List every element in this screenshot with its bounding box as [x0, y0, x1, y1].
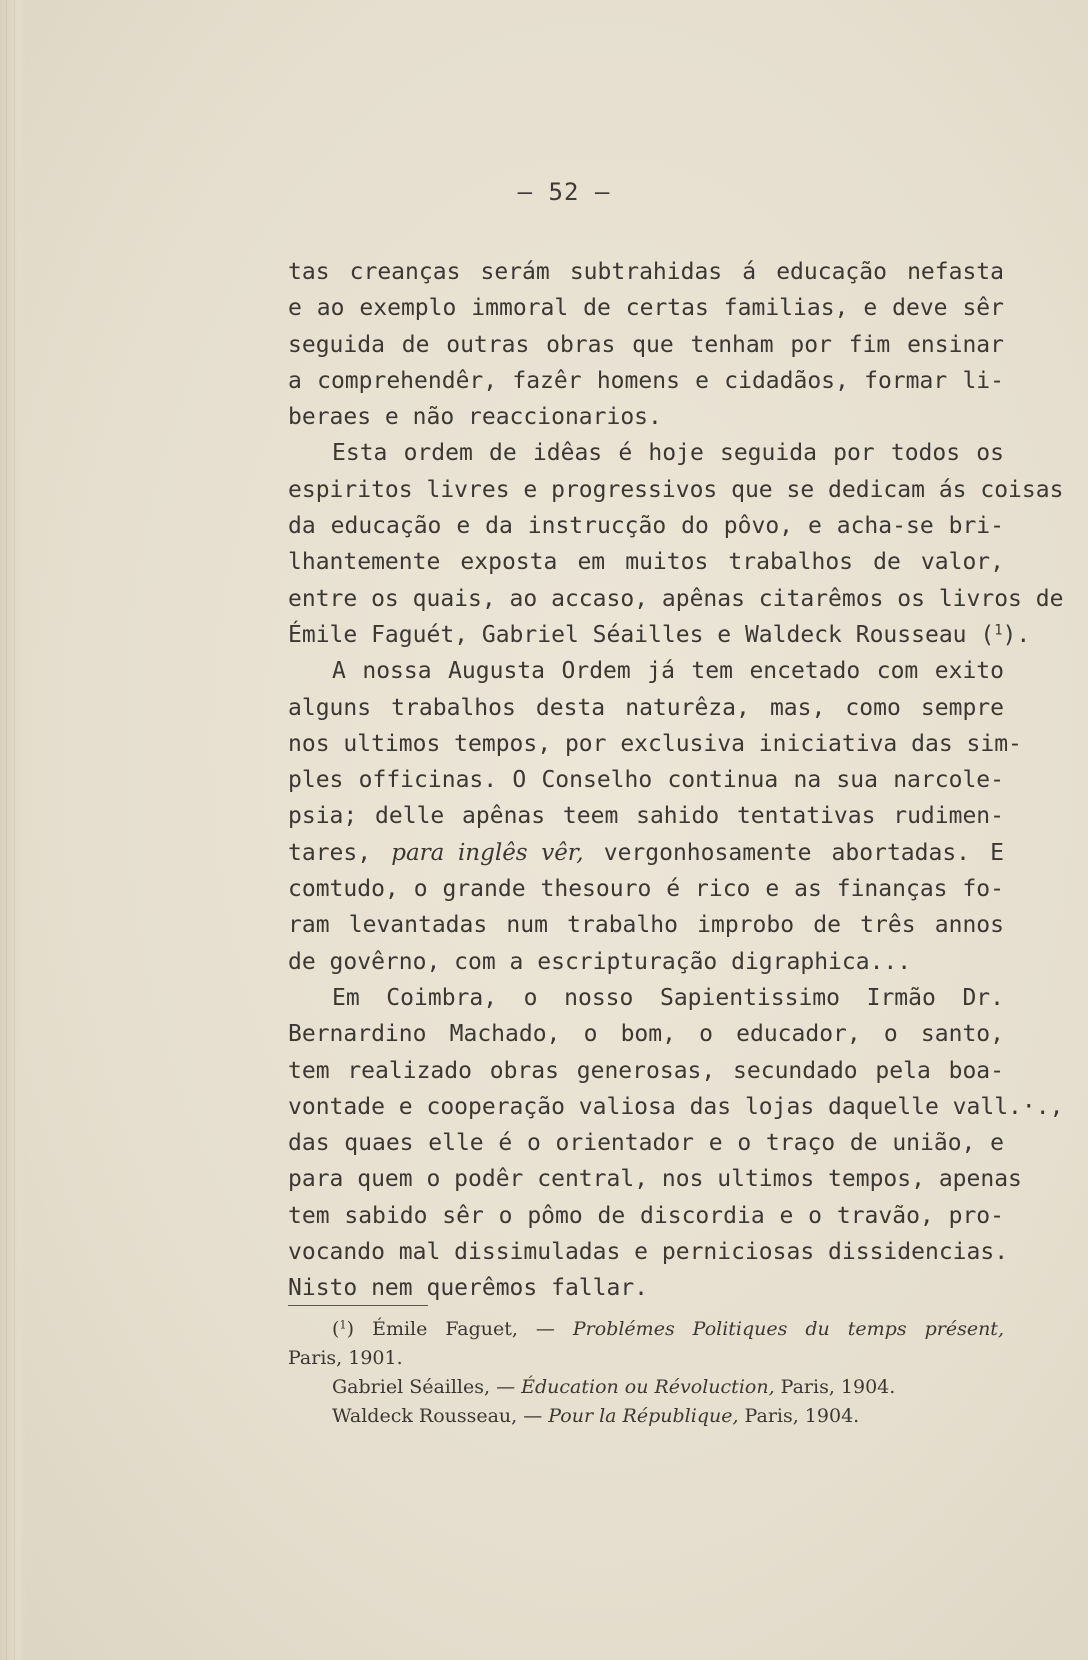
- footnote-title: Pour la République,: [548, 1405, 739, 1427]
- binding-edge: [0, 0, 26, 1660]
- text-line: lhantemente exposta em muitos trabalhos de valor,: [288, 549, 1004, 576]
- italic-phrase: para inglês vêr,: [391, 839, 584, 866]
- footnote-place: Paris, 1904.: [774, 1376, 896, 1398]
- text-line: Nisto nem querêmos fallar.: [288, 1275, 649, 1302]
- text-line: das quaes elle é o orientador e o traço de união, e: [288, 1130, 1004, 1157]
- footnotes: [288, 1315, 1004, 1431]
- footnote-divider: [288, 1305, 428, 1306]
- text-line: tem realizado obras generosas, secundado pela boa-: [288, 1057, 1004, 1084]
- text-segment: tares,: [288, 839, 392, 866]
- footnote-marker: 1: [339, 1317, 347, 1332]
- body-text: [288, 254, 1064, 1307]
- footnote-ref: 1: [994, 622, 1003, 639]
- text-line: ram levantadas num trabalho improbo de três annos: [288, 912, 1004, 939]
- footnote-place: Paris, 1904.: [738, 1405, 860, 1427]
- text-line: psia; delle apênas teem sahido tentativas rudimen-: [288, 803, 1004, 830]
- text-segment: ).: [1002, 621, 1031, 648]
- text-line: para quem o podêr central, nos ultimos tempos, apenas: [288, 1166, 1022, 1193]
- footnote-2: [288, 1373, 1004, 1402]
- footnote-author: ) Émile Faguet, —: [346, 1318, 573, 1340]
- text-line: tem sabido sêr o pômo de discordia e o travão, pro-: [288, 1202, 1004, 1229]
- footnote-3: [288, 1402, 1004, 1431]
- page-number: — 52 —: [517, 178, 611, 206]
- footnote-title: Éducation ou Révoluction,: [521, 1376, 775, 1398]
- footnote-open: (: [332, 1318, 340, 1340]
- text-line: e ao exemplo immoral de certas familias, e deve sêr: [288, 295, 1004, 322]
- text-line: vocando mal dissimuladas e perniciosas dissidencias.: [288, 1239, 1009, 1266]
- text-line: beraes e não reaccionarios.: [288, 404, 662, 431]
- text-line: de govêrno, com a escripturação digraphica...: [288, 948, 912, 975]
- footnote-author: Gabriel Séailles, —: [332, 1376, 522, 1398]
- footnote-1: [288, 1315, 1004, 1344]
- text-line: entre os quais, ao accaso, apênas citarêmos os livros de: [288, 585, 1064, 612]
- text-segment: vergonhosamente abortadas. E: [583, 839, 1004, 866]
- footnote-title: Problémes Politiques du temps présent,: [572, 1318, 1004, 1340]
- text-line: Esta ordem de idêas é hoje seguida por todos os: [332, 440, 1004, 467]
- text-line: ples officinas. O Conselho continua na sua narcole-: [288, 767, 1004, 794]
- text-line: da educação e da instrucção do pôvo, e acha-se bri-: [288, 513, 1004, 540]
- text-line: tas creanças serám subtrahidas á educação nefasta: [288, 259, 1004, 285]
- text-segment: Émile Faguét, Gabriel Séailles e Waldeck Rousseau (: [288, 621, 995, 648]
- text-line-with-footnote-ref: [288, 617, 1031, 653]
- footnote-1-place: Paris, 1901.: [288, 1347, 403, 1369]
- text-line: nos ultimos tempos, por exclusiva iniciativa das sim-: [288, 730, 1022, 757]
- text-line: a comprehendêr, fazêr homens e cidadãos, formar li-: [288, 367, 1004, 394]
- text-line: espiritos livres e progressivos que se dedicam ás coisas: [288, 476, 1064, 503]
- text-line: vontade e cooperação valiosa das lojas daquelle vall.·.,: [288, 1093, 1064, 1120]
- text-line: Bernardino Machado, o bom, o educador, o santo,: [288, 1021, 1004, 1048]
- text-line: seguida de outras obras que tenham por fim ensinar: [288, 331, 1004, 358]
- footnote-author: Waldeck Rousseau, —: [332, 1405, 549, 1427]
- text-line: comtudo, o grande thesouro é rico e as finanças fo-: [288, 876, 1004, 903]
- text-line: alguns trabalhos desta naturêza, mas, como sempre: [288, 694, 1004, 721]
- text-line-with-italic: [288, 835, 1004, 871]
- text-line: Em Coimbra, o nosso Sapientissimo Irmão Dr.: [332, 984, 1004, 1011]
- text-line: A nossa Augusta Ordem já tem encetado com exito: [332, 658, 1004, 685]
